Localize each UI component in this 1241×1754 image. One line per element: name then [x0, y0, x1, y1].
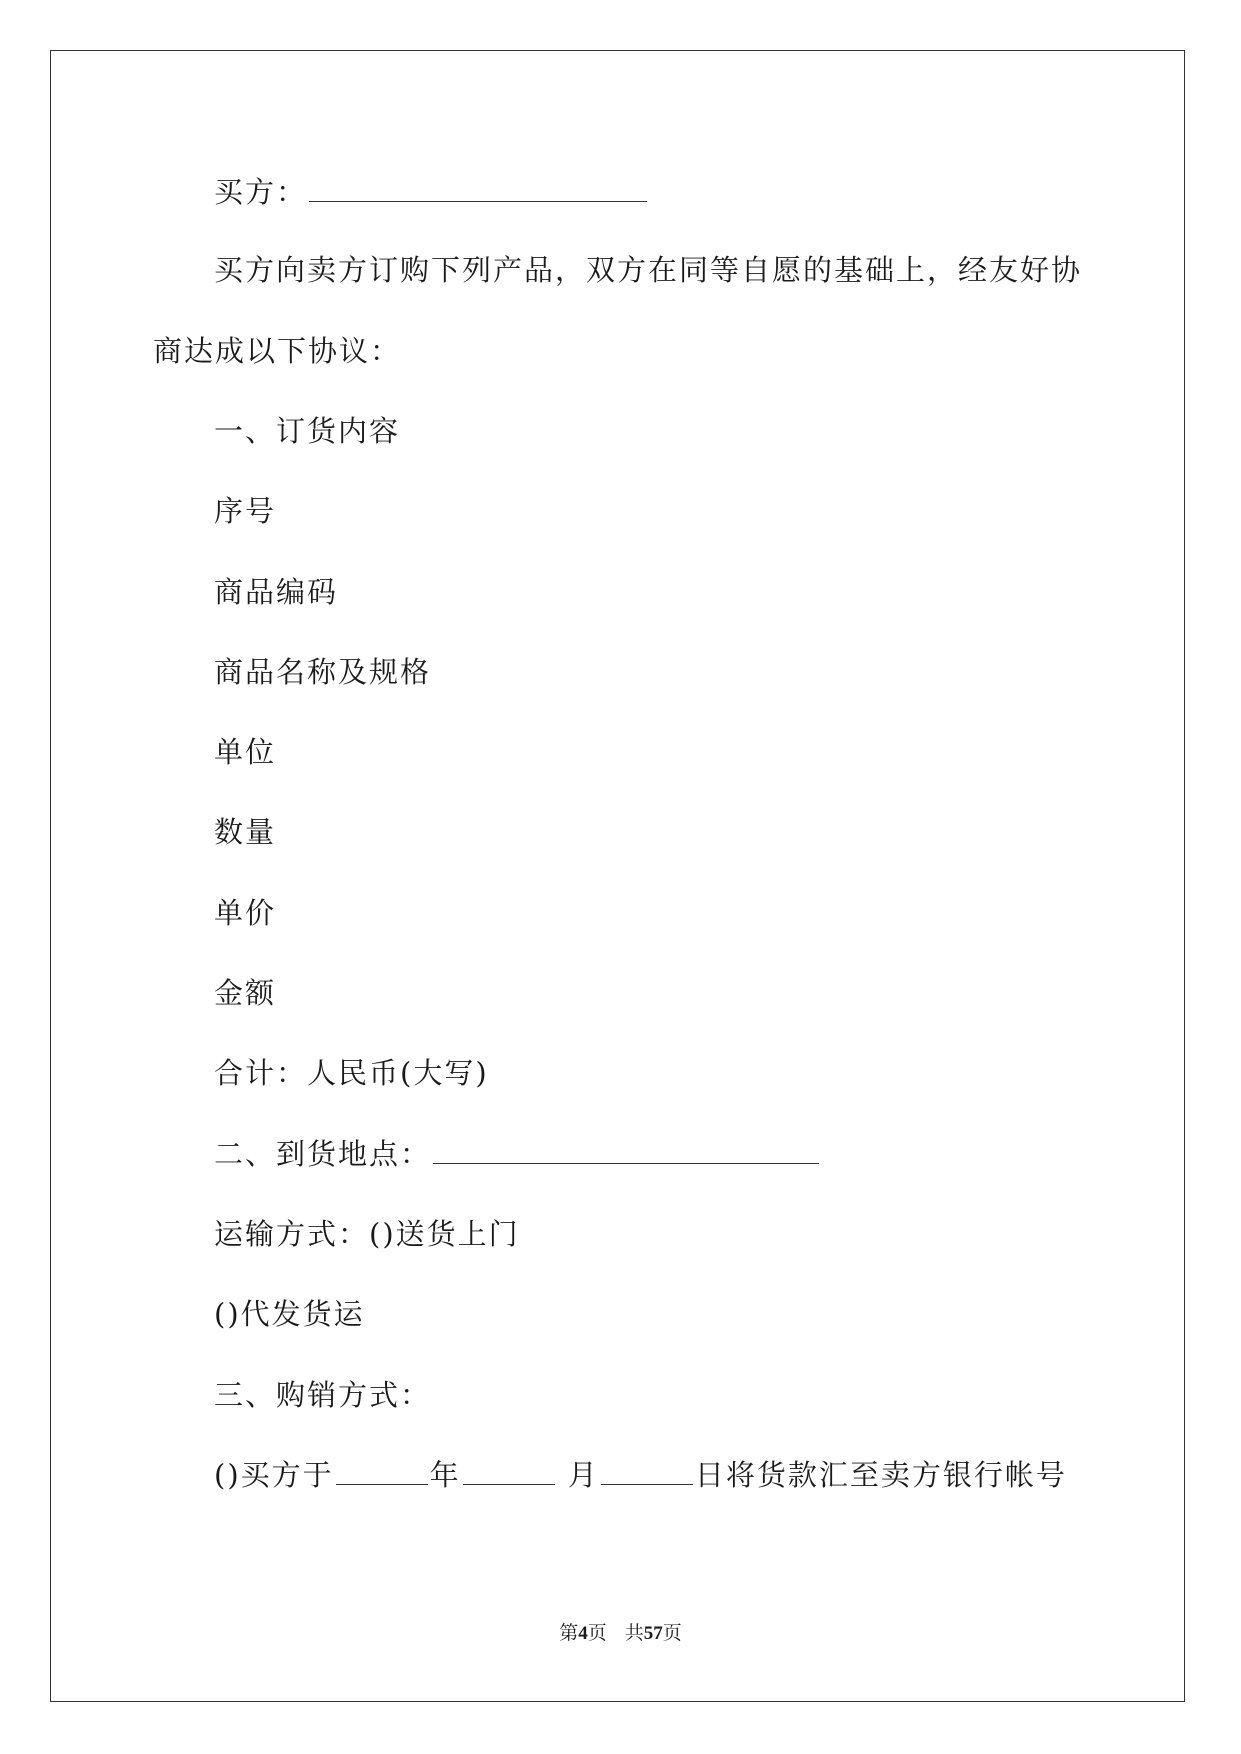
payment-month-label: 月 [567, 1458, 599, 1492]
column-unit: 单位 [214, 735, 277, 769]
current-page-number: 4 [578, 1623, 588, 1644]
intro-paragraph-line-1: 买方向卖方订购下列产品，双方在同等自愿的基础上，经友好协 [214, 253, 1083, 287]
payment-year-blank [336, 1482, 428, 1485]
buyer-blank [309, 199, 647, 202]
payment-line [214, 1458, 1067, 1492]
section-1-heading: 一、订货内容 [214, 414, 401, 448]
buyer-line [214, 175, 649, 209]
intro-paragraph-line-2: 商达成以下协议： [153, 334, 402, 368]
buyer-label: 买方： [214, 175, 308, 209]
footer-total-suffix: 页 [662, 1623, 682, 1644]
footer-total-prefix: 共 [624, 1623, 644, 1644]
section-3-heading: 三、购销方式： [214, 1378, 432, 1412]
transport-option-door-delivery: 运输方式：()送货上门 [214, 1217, 520, 1251]
delivery-location-line [214, 1137, 821, 1171]
column-unit-price: 单价 [214, 896, 277, 930]
page-footer [0, 1618, 1241, 1645]
column-serial-number: 序号 [214, 494, 277, 528]
delivery-location-blank [433, 1161, 819, 1164]
column-amount: 金额 [214, 976, 277, 1010]
payment-month-blank [463, 1482, 555, 1485]
payment-day-blank [601, 1482, 693, 1485]
page-border [50, 50, 1185, 1702]
footer-prefix: 第 [559, 1623, 579, 1644]
column-product-code: 商品编码 [214, 575, 339, 609]
payment-year-label: 年 [429, 1458, 461, 1492]
transport-option-freight: ()代发货运 [214, 1297, 365, 1331]
footer-page-suffix: 页 [587, 1623, 607, 1644]
column-product-name-spec: 商品名称及规格 [214, 655, 432, 689]
total-line: 合计：人民币(大写) [214, 1056, 489, 1090]
payment-prefix: ()买方于 [214, 1458, 334, 1492]
column-quantity: 数量 [214, 815, 277, 849]
payment-rest-text: 日将货款汇至卖方银行帐号 [694, 1458, 1067, 1492]
section-2-label: 二、到货地点： [214, 1137, 432, 1171]
total-page-count: 57 [643, 1623, 663, 1644]
